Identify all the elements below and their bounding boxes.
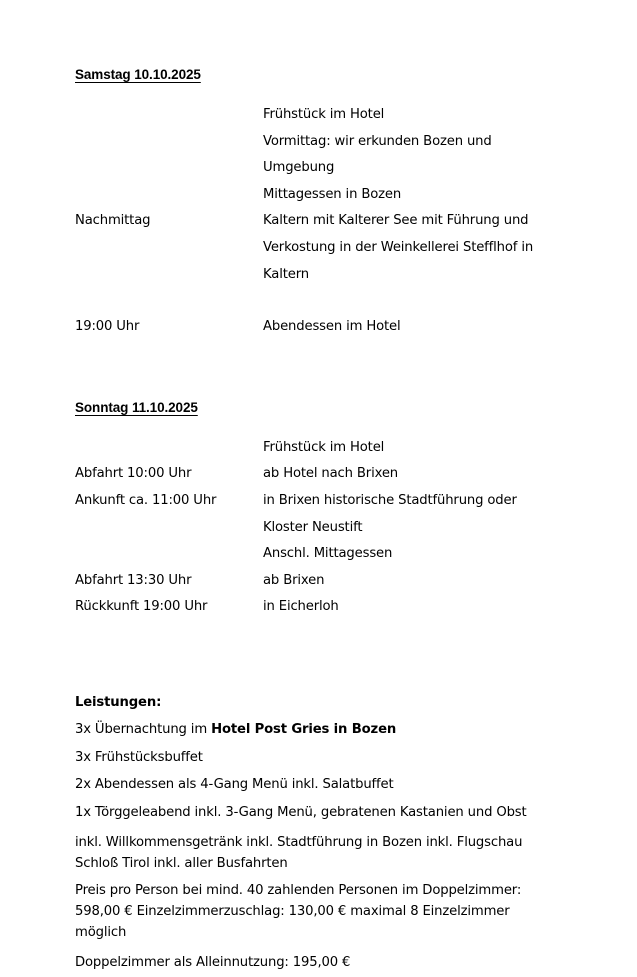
schedule-desc: in Eicherloh <box>263 599 339 615</box>
table-row <box>75 541 563 568</box>
schedule-desc <box>263 288 563 314</box>
service-item: 3x Frühstücksbuffet <box>75 749 203 765</box>
schedule-time: 19:00 Uhr <box>75 319 140 335</box>
schedule-desc: Frühstück im Hotel <box>263 439 385 455</box>
schedule-time <box>75 288 263 314</box>
schedule-table-saturday <box>75 102 563 341</box>
spacer <box>75 417 563 435</box>
schedule-desc: Anschl. Mittagessen <box>263 546 393 562</box>
schedule-time <box>75 182 263 209</box>
schedule-desc: ab Brixen <box>263 572 325 588</box>
service-item <box>75 716 563 744</box>
schedule-desc: in Brixen historische Stadtführung oder Kloster Neustift <box>263 492 517 535</box>
schedule-desc: Frühstück im Hotel <box>263 107 385 122</box>
day-heading-sunday: Sonntag 11.10.2025 <box>75 399 198 415</box>
table-row <box>75 435 563 462</box>
schedule-time: Abfahrt 10:00 Uhr <box>75 466 192 482</box>
service-item-text: 3x Übernachtung im <box>75 722 212 738</box>
spacer <box>75 341 563 399</box>
service-item-highlight: Hotel Post Gries in Bozen <box>211 722 397 738</box>
table-row <box>75 129 563 182</box>
schedule-time: Nachmittag <box>75 213 151 229</box>
services-pricing: Preis pro Person bei mind. 40 zahlenden Personen im Doppelzimmer: 598,00 € Einzelzimmerzuschlag: 130,00 € maximal 8 Einzelzimmer möglich <box>75 883 522 941</box>
schedule-time <box>75 102 263 129</box>
schedule-time <box>75 435 263 462</box>
schedule-time: Ankunft ca. 11:00 Uhr <box>75 492 217 508</box>
spacer <box>75 84 563 102</box>
schedule-desc: Kaltern mit Kalterer See mit Führung und Verkostung in der Weinkellerei Stefflhof in Kaltern <box>263 213 534 282</box>
schedule-time <box>75 129 263 182</box>
table-row <box>75 461 563 488</box>
itinerary-content <box>75 66 563 977</box>
table-row <box>75 102 563 129</box>
services-inclusions: inkl. Willkommensgetränk inkl. Stadtführung in Bozen inkl. Flugschau Schloß Tirol inkl. aller Busfahrten <box>75 835 523 872</box>
table-row <box>75 182 563 209</box>
schedule-desc: Mittagessen in Bozen <box>263 186 402 202</box>
services-single-use-price: Doppelzimmer als Alleinnutzung: 195,00 € <box>75 955 351 971</box>
schedule-time: Abfahrt 13:30 Uhr <box>75 572 192 588</box>
schedule-time: Rückkunft 19:00 Uhr <box>75 599 208 615</box>
service-item: 2x Abendessen als 4-Gang Menü inkl. Salatbuffet <box>75 777 394 793</box>
table-row-spacer <box>75 288 563 314</box>
table-row <box>75 488 563 541</box>
services-title: Leistungen: <box>75 694 162 710</box>
schedule-time <box>75 541 263 568</box>
day-heading-saturday: Samstag 10.10.2025 <box>75 67 201 82</box>
table-row <box>75 594 563 621</box>
table-row <box>75 568 563 595</box>
table-row <box>75 208 563 288</box>
schedule-desc: Abendessen im Hotel <box>263 319 401 335</box>
schedule-table-sunday <box>75 435 563 621</box>
service-item: 1x Törggeleabend inkl. 3-Gang Menü, gebratenen Kastanien und Obst <box>75 804 527 820</box>
schedule-desc: Vormittag: wir erkunden Bozen und Umgebung <box>263 133 492 176</box>
schedule-desc: ab Hotel nach Brixen <box>263 466 399 482</box>
table-row <box>75 314 563 341</box>
spacer <box>75 621 563 689</box>
